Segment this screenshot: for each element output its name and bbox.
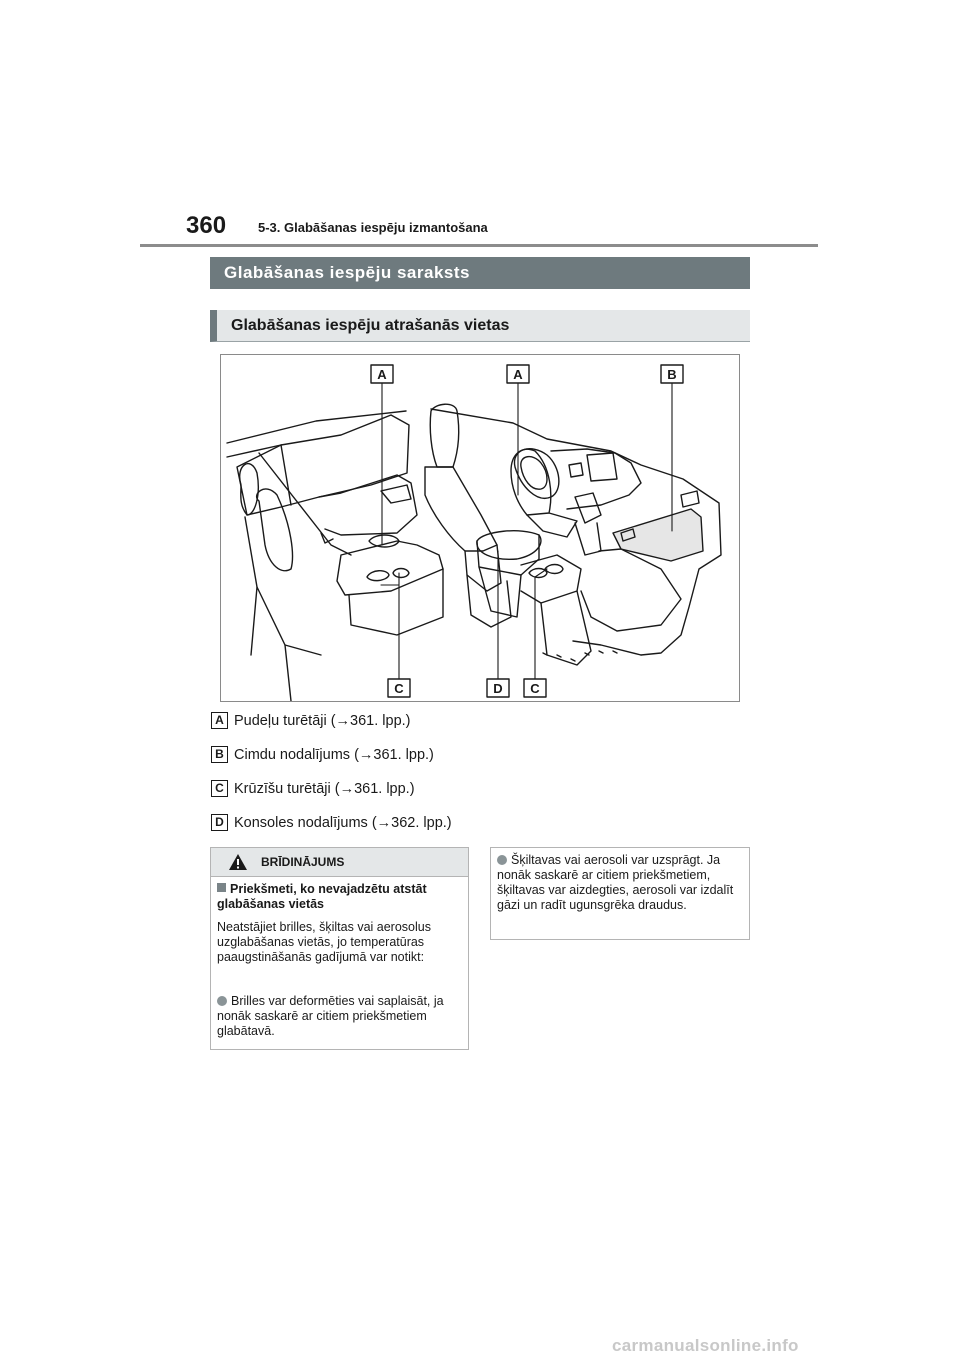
warning-subtitle: Priekšmeti, ko nevajadzētu atstāt glabāšanas vietās [217,882,427,911]
page-number: 360 [186,212,227,239]
warning-continuation-box [490,847,750,940]
callout-a-right: A [513,367,523,382]
warning-bullet-row [497,853,747,913]
watermark: carmanualsonline.info [612,1336,799,1355]
legend-text-b: Cimdu nodalījums (→361. lpp.) [234,747,434,763]
warning-bullet-row [217,994,467,1039]
warning-triangle-icon [228,853,248,871]
header-rule [140,244,818,247]
callout-a-left: A [377,367,387,382]
warning-paragraph: Neatstājiet brilles, šķiltas vai aerosolus uzglabāšanas vietās, jo temperatūras paaugstināšanās gadījumā var notikt: [217,920,431,964]
round-bullet-icon [217,996,227,1006]
main-heading: Glabāšanas iespēju saraksts [210,257,750,289]
section-title: 5-3. Glabāšanas iespēju izmantošana [258,220,488,235]
round-bullet-icon [497,855,507,865]
warning-subtitle-row [217,882,465,912]
warning-bullet-1: Brilles var deformēties vai saplaisāt, ja nonāk saskarē ar citiem priekšmetiem glabātavā. [217,994,444,1038]
square-bullet-icon [217,883,226,892]
sub-heading: Glabāšanas iespēju atrašanās vietas [210,310,750,342]
legend-text-c: Krūzīšu turētāji (→361. lpp.) [234,781,415,797]
callout-b: B [667,367,677,382]
warning-header [211,848,468,877]
legend-key-d: D [211,814,228,831]
callout-c-right: C [530,681,540,696]
warning-bullet-2: Šķiltavas vai aerosoli var uzsprāgt. Ja nonāk saskarē ar citiem priekšmetiem, šķiltavas var aizdegties, aerosoli var izdalīt gāzi un radīt ugunsgrēka draudus. [497,853,734,912]
warning-box [210,847,469,1050]
legend-text-d: Konsoles nodalījums (→362. lpp.) [234,815,452,831]
legend-text-a: Pudeļu turētāji (→361. lpp.) [234,713,411,729]
legend-key-c: C [211,780,228,797]
legend-key-b: B [211,746,228,763]
callout-d: D [493,681,503,696]
car-interior-figure [220,354,740,702]
legend-key-a: A [211,712,228,729]
car-interior-illustration [221,355,739,701]
warning-title: BRĪDINĀJUMS [261,855,345,869]
callout-c-left: C [394,681,404,696]
